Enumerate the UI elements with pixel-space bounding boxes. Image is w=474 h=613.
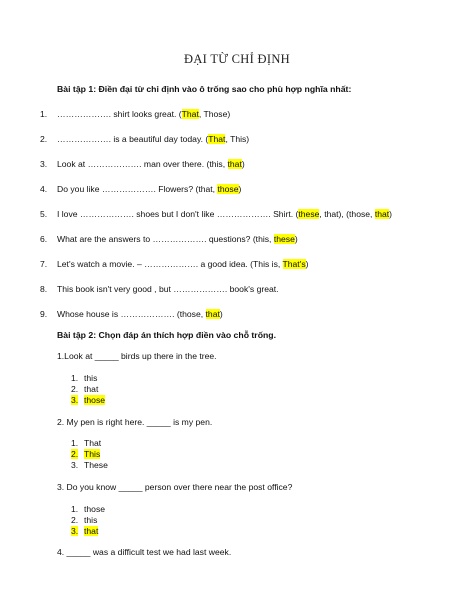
answer-highlight: these (298, 209, 320, 219)
item-number: 9. (40, 309, 48, 319)
item-text: Let's watch a movie. – ………………. a good idea. (This is, That's) (57, 259, 309, 269)
item-text: What are the answers to ………………. questions? (this, these) (57, 234, 298, 244)
option-text: those (84, 504, 106, 514)
option-text: that (84, 384, 99, 394)
exercise-2-heading: Bài tập 2: Chọn đáp án thích hợp điền vào chỗ trống. (57, 330, 277, 340)
option-number: 2. (71, 384, 79, 394)
exercise-1-heading: Bài tập 1: Điền đại từ chỉ định vào ô trống sao cho phù hợp nghĩa nhất: (57, 84, 352, 94)
item-text: Whose house is ………………. (those, that) (57, 309, 223, 319)
question-text: 3. Do you know _____ person over there near the post office? (57, 482, 293, 492)
option-text-correct: This (84, 449, 101, 459)
item-number: 1. (40, 109, 48, 119)
answer-highlight: that (205, 309, 220, 319)
answer-highlight: That (208, 134, 226, 144)
answer-highlight: that (227, 159, 242, 169)
question-text: 2. My pen is right here. _____ is my pen. (57, 417, 213, 427)
item-number: 8. (40, 284, 48, 294)
option-text-correct: those (84, 395, 106, 405)
item-number: 4. (40, 184, 48, 194)
item-text: This book isn't very good , but ………………. book's great. (57, 284, 279, 294)
option-number: 1. (71, 373, 79, 383)
item-text: ………………. is a beautiful day today. (That, This) (57, 134, 250, 144)
answer-highlight: That (181, 109, 199, 119)
option-text: this (84, 373, 98, 383)
item-number: 6. (40, 234, 48, 244)
option-number-correct: 3. (71, 395, 79, 405)
option-text-correct: that (84, 526, 99, 536)
option-number: 1. (71, 438, 79, 448)
option-number-correct: 2. (71, 449, 79, 459)
option-text: These (84, 460, 108, 470)
answer-highlight: these (273, 234, 295, 244)
option-number: 2. (71, 515, 79, 525)
answer-highlight: that (374, 209, 390, 219)
question-text: 4. _____ was a difficult test we had last week. (57, 547, 232, 557)
option-text: That (84, 438, 102, 448)
item-text: Look at ………………. man over there. (this, that) (57, 159, 245, 169)
item-number: 5. (40, 209, 48, 219)
item-text: ………………. shirt looks great. (That, Those) (57, 109, 231, 119)
page-title: ĐẠI TỪ CHỈ ĐỊNH (184, 52, 290, 66)
item-number: 7. (40, 259, 48, 269)
option-number: 3. (71, 460, 79, 470)
item-text: I love ………………. shoes but I don't like ………………. Shirt. (these, that), (those, that) (57, 209, 393, 219)
option-number: 1. (71, 504, 79, 514)
item-text: Do you like ………………. Flowers? (that, those) (57, 184, 242, 194)
item-number: 2. (40, 134, 48, 144)
item-number: 3. (40, 159, 48, 169)
question-text: 1.Look at _____ birds up there in the tree. (57, 351, 217, 361)
answer-highlight: That's (282, 259, 306, 269)
answer-highlight: those (217, 184, 239, 194)
option-text: this (84, 515, 98, 525)
option-number-correct: 3. (71, 526, 79, 536)
